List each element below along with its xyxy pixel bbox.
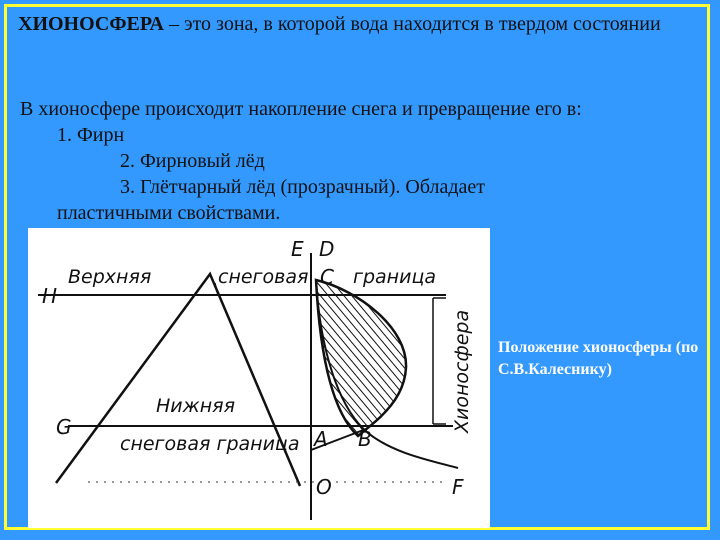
letter-e: E bbox=[291, 237, 304, 261]
label-upper-2: снеговая bbox=[218, 266, 309, 288]
diagram-caption: Положение хионосферы (по С.В.Калеснику) bbox=[498, 339, 699, 378]
letter-d: D bbox=[319, 237, 335, 261]
title-term: ХИОНОСФЕРА bbox=[18, 13, 164, 35]
letter-f: F bbox=[452, 475, 464, 499]
label-upper-3: граница bbox=[353, 266, 437, 288]
body-line-firn-ice: 2. Фирновый лёд bbox=[120, 150, 265, 172]
label-lower-2: снеговая граница bbox=[120, 433, 300, 455]
body-line-intro: В хионосфере происходит накопление снега и превращение его в: bbox=[20, 98, 582, 120]
letter-a: A bbox=[314, 427, 328, 451]
slide-body bbox=[20, 96, 710, 226]
body-line-plastic: пластичными свойствами. bbox=[57, 202, 281, 224]
diagram-svg bbox=[28, 228, 490, 528]
body-line-glacier-ice: 3. Глётчарный лёд (прозрачный). Обладает bbox=[120, 176, 486, 198]
slide-title bbox=[18, 12, 704, 36]
title-definition: – это зона, в которой вода находится в твердом состоянии bbox=[163, 13, 661, 35]
chionosphere-lens bbox=[316, 280, 406, 436]
label-vertical: Хионосфера bbox=[451, 309, 473, 433]
letter-o: O bbox=[316, 475, 332, 499]
label-lower-1: Нижняя bbox=[156, 395, 236, 417]
letter-c: C bbox=[320, 265, 334, 289]
label-upper-1: Верхняя bbox=[68, 266, 152, 288]
body-line-firn: 1. Фирн bbox=[57, 124, 125, 146]
letter-h: H bbox=[42, 284, 58, 308]
letter-b: B bbox=[358, 427, 372, 451]
letter-g: G bbox=[56, 415, 72, 439]
chionosphere-diagram bbox=[28, 228, 490, 528]
